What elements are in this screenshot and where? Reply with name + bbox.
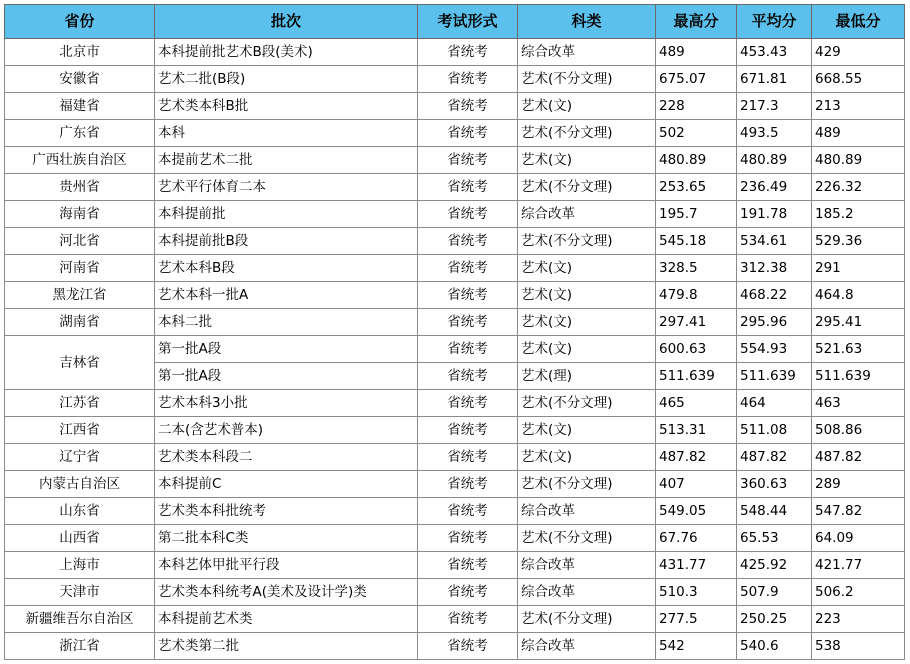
cell-min-score: 487.82 (812, 444, 905, 471)
header-batch: 批次 (155, 5, 418, 39)
table-row (5, 552, 905, 579)
cell-min-score: 480.89 (812, 147, 905, 174)
cell-province: 上海市 (5, 552, 155, 579)
table-row (5, 444, 905, 471)
table-row (5, 174, 905, 201)
cell-max-score: 328.5 (656, 255, 737, 282)
cell-min-score: 511.639 (812, 363, 905, 390)
header-min-score: 最低分 (812, 5, 905, 39)
cell-exam-type: 省统考 (418, 552, 518, 579)
cell-avg-score: 295.96 (737, 309, 812, 336)
cell-exam-type: 省统考 (418, 444, 518, 471)
cell-exam-type: 省统考 (418, 120, 518, 147)
cell-subject: 艺术(不分文理) (518, 390, 656, 417)
cell-subject: 艺术(文) (518, 93, 656, 120)
cell-max-score: 487.82 (656, 444, 737, 471)
table-row (5, 39, 905, 66)
cell-province: 湖南省 (5, 309, 155, 336)
cell-max-score: 228 (656, 93, 737, 120)
cell-batch: 本提前艺术二批 (155, 147, 418, 174)
cell-avg-score: 507.9 (737, 579, 812, 606)
cell-avg-score: 250.25 (737, 606, 812, 633)
cell-max-score: 675.07 (656, 66, 737, 93)
cell-avg-score: 511.08 (737, 417, 812, 444)
cell-batch: 本科提前批 (155, 201, 418, 228)
table-row (5, 120, 905, 147)
cell-exam-type: 省统考 (418, 228, 518, 255)
cell-subject: 艺术(文) (518, 309, 656, 336)
cell-subject: 艺术(文) (518, 417, 656, 444)
table-row (5, 471, 905, 498)
cell-min-score: 529.36 (812, 228, 905, 255)
cell-avg-score: 312.38 (737, 255, 812, 282)
cell-max-score: 480.89 (656, 147, 737, 174)
cell-avg-score: 468.22 (737, 282, 812, 309)
cell-min-score: 64.09 (812, 525, 905, 552)
cell-batch: 第一批A段 (155, 336, 418, 363)
cell-exam-type: 省统考 (418, 525, 518, 552)
cell-avg-score: 480.89 (737, 147, 812, 174)
cell-avg-score: 487.82 (737, 444, 812, 471)
cell-batch: 艺术类本科B批 (155, 93, 418, 120)
cell-province: 广西壮族自治区 (5, 147, 155, 174)
cell-province: 安徽省 (5, 66, 155, 93)
cell-min-score: 289 (812, 471, 905, 498)
cell-province: 山东省 (5, 498, 155, 525)
cell-batch: 本科二批 (155, 309, 418, 336)
table-row (5, 93, 905, 120)
cell-avg-score: 236.49 (737, 174, 812, 201)
cell-subject: 艺术(不分文理) (518, 525, 656, 552)
cell-subject: 艺术(文) (518, 444, 656, 471)
cell-min-score: 506.2 (812, 579, 905, 606)
cell-exam-type: 省统考 (418, 336, 518, 363)
header-max-score: 最高分 (656, 5, 737, 39)
cell-max-score: 513.31 (656, 417, 737, 444)
cell-subject: 艺术(不分文理) (518, 471, 656, 498)
cell-batch: 艺术类本科段二 (155, 444, 418, 471)
cell-province: 江西省 (5, 417, 155, 444)
cell-exam-type: 省统考 (418, 498, 518, 525)
header-province: 省份 (5, 5, 155, 39)
cell-max-score: 407 (656, 471, 737, 498)
table-row (5, 579, 905, 606)
cell-avg-score: 540.6 (737, 633, 812, 660)
table-header-row (5, 5, 905, 39)
cell-batch: 艺术平行体育二本 (155, 174, 418, 201)
table-row (5, 201, 905, 228)
cell-batch: 艺术二批(B段) (155, 66, 418, 93)
cell-exam-type: 省统考 (418, 390, 518, 417)
cell-batch: 本科提前艺术类 (155, 606, 418, 633)
cell-min-score: 464.8 (812, 282, 905, 309)
cell-max-score: 542 (656, 633, 737, 660)
cell-avg-score: 425.92 (737, 552, 812, 579)
cell-avg-score: 511.639 (737, 363, 812, 390)
table-row (5, 282, 905, 309)
cell-province: 江苏省 (5, 390, 155, 417)
cell-avg-score: 548.44 (737, 498, 812, 525)
cell-exam-type: 省统考 (418, 606, 518, 633)
cell-province: 浙江省 (5, 633, 155, 660)
table-row (5, 309, 905, 336)
cell-max-score: 465 (656, 390, 737, 417)
cell-subject: 综合改革 (518, 201, 656, 228)
table-row (5, 606, 905, 633)
cell-subject: 艺术(不分文理) (518, 228, 656, 255)
cell-batch: 艺术本科一批A (155, 282, 418, 309)
cell-min-score: 547.82 (812, 498, 905, 525)
cell-max-score: 545.18 (656, 228, 737, 255)
cell-exam-type: 省统考 (418, 309, 518, 336)
score-table (4, 4, 905, 660)
cell-batch: 本科 (155, 120, 418, 147)
cell-exam-type: 省统考 (418, 579, 518, 606)
table-row (5, 66, 905, 93)
cell-batch: 本科提前批B段 (155, 228, 418, 255)
cell-exam-type: 省统考 (418, 66, 518, 93)
cell-subject: 艺术(不分文理) (518, 120, 656, 147)
cell-subject: 综合改革 (518, 552, 656, 579)
cell-batch: 第二批本科C类 (155, 525, 418, 552)
cell-exam-type: 省统考 (418, 471, 518, 498)
table-row (5, 417, 905, 444)
cell-batch: 艺术本科3小批 (155, 390, 418, 417)
table-row (5, 498, 905, 525)
cell-batch: 本科艺体甲批平行段 (155, 552, 418, 579)
cell-exam-type: 省统考 (418, 93, 518, 120)
table-row (5, 525, 905, 552)
cell-exam-type: 省统考 (418, 174, 518, 201)
cell-province: 河北省 (5, 228, 155, 255)
cell-min-score: 213 (812, 93, 905, 120)
cell-max-score: 253.65 (656, 174, 737, 201)
cell-exam-type: 省统考 (418, 417, 518, 444)
cell-min-score: 489 (812, 120, 905, 147)
cell-province: 内蒙古自治区 (5, 471, 155, 498)
cell-min-score: 295.41 (812, 309, 905, 336)
cell-batch: 艺术本科B段 (155, 255, 418, 282)
table-row (5, 255, 905, 282)
cell-min-score: 226.32 (812, 174, 905, 201)
cell-exam-type: 省统考 (418, 201, 518, 228)
cell-max-score: 479.8 (656, 282, 737, 309)
cell-exam-type: 省统考 (418, 282, 518, 309)
cell-subject: 艺术(不分文理) (518, 606, 656, 633)
cell-batch: 二本(含艺术普本) (155, 417, 418, 444)
cell-province: 北京市 (5, 39, 155, 66)
cell-subject: 综合改革 (518, 39, 656, 66)
cell-max-score: 277.5 (656, 606, 737, 633)
cell-avg-score: 671.81 (737, 66, 812, 93)
table-row (5, 336, 905, 363)
cell-max-score: 431.77 (656, 552, 737, 579)
cell-avg-score: 360.63 (737, 471, 812, 498)
cell-batch: 艺术类第二批 (155, 633, 418, 660)
cell-subject: 综合改革 (518, 633, 656, 660)
cell-max-score: 510.3 (656, 579, 737, 606)
cell-subject: 综合改革 (518, 498, 656, 525)
cell-province: 山西省 (5, 525, 155, 552)
cell-min-score: 421.77 (812, 552, 905, 579)
cell-max-score: 297.41 (656, 309, 737, 336)
cell-max-score: 511.639 (656, 363, 737, 390)
cell-avg-score: 493.5 (737, 120, 812, 147)
cell-province: 广东省 (5, 120, 155, 147)
cell-province: 福建省 (5, 93, 155, 120)
cell-batch: 本科提前批艺术B段(美术) (155, 39, 418, 66)
cell-max-score: 502 (656, 120, 737, 147)
cell-max-score: 67.76 (656, 525, 737, 552)
cell-batch: 艺术类本科统考A(美术及设计学)类 (155, 579, 418, 606)
cell-max-score: 489 (656, 39, 737, 66)
cell-batch: 艺术类本科批统考 (155, 498, 418, 525)
header-subject: 科类 (518, 5, 656, 39)
cell-exam-type: 省统考 (418, 363, 518, 390)
cell-avg-score: 191.78 (737, 201, 812, 228)
cell-min-score: 291 (812, 255, 905, 282)
cell-max-score: 195.7 (656, 201, 737, 228)
cell-exam-type: 省统考 (418, 147, 518, 174)
cell-province: 黑龙江省 (5, 282, 155, 309)
cell-min-score: 508.86 (812, 417, 905, 444)
cell-subject: 艺术(不分文理) (518, 66, 656, 93)
cell-max-score: 549.05 (656, 498, 737, 525)
cell-max-score: 600.63 (656, 336, 737, 363)
cell-batch: 本科提前C (155, 471, 418, 498)
cell-subject: 艺术(文) (518, 255, 656, 282)
cell-subject: 艺术(不分文理) (518, 174, 656, 201)
cell-min-score: 668.55 (812, 66, 905, 93)
cell-province: 河南省 (5, 255, 155, 282)
cell-avg-score: 217.3 (737, 93, 812, 120)
cell-exam-type: 省统考 (418, 255, 518, 282)
cell-subject: 艺术(文) (518, 282, 656, 309)
cell-subject: 艺术(文) (518, 336, 656, 363)
cell-province: 天津市 (5, 579, 155, 606)
cell-avg-score: 534.61 (737, 228, 812, 255)
table-row (5, 390, 905, 417)
table-row (5, 147, 905, 174)
header-avg-score: 平均分 (737, 5, 812, 39)
cell-province: 吉林省 (5, 336, 155, 390)
cell-exam-type: 省统考 (418, 633, 518, 660)
cell-province: 贵州省 (5, 174, 155, 201)
cell-province: 海南省 (5, 201, 155, 228)
table-row (5, 633, 905, 660)
cell-subject: 艺术(文) (518, 147, 656, 174)
cell-subject: 综合改革 (518, 579, 656, 606)
cell-avg-score: 464 (737, 390, 812, 417)
table-row (5, 228, 905, 255)
cell-province: 辽宁省 (5, 444, 155, 471)
cell-min-score: 429 (812, 39, 905, 66)
cell-min-score: 538 (812, 633, 905, 660)
cell-avg-score: 453.43 (737, 39, 812, 66)
cell-min-score: 463 (812, 390, 905, 417)
score-table-container (4, 4, 905, 660)
cell-province: 新疆维吾尔自治区 (5, 606, 155, 633)
cell-min-score: 185.2 (812, 201, 905, 228)
cell-min-score: 521.63 (812, 336, 905, 363)
cell-avg-score: 554.93 (737, 336, 812, 363)
cell-subject: 艺术(理) (518, 363, 656, 390)
cell-batch: 第一批A段 (155, 363, 418, 390)
cell-exam-type: 省统考 (418, 39, 518, 66)
header-exam-type: 考试形式 (418, 5, 518, 39)
cell-avg-score: 65.53 (737, 525, 812, 552)
cell-min-score: 223 (812, 606, 905, 633)
